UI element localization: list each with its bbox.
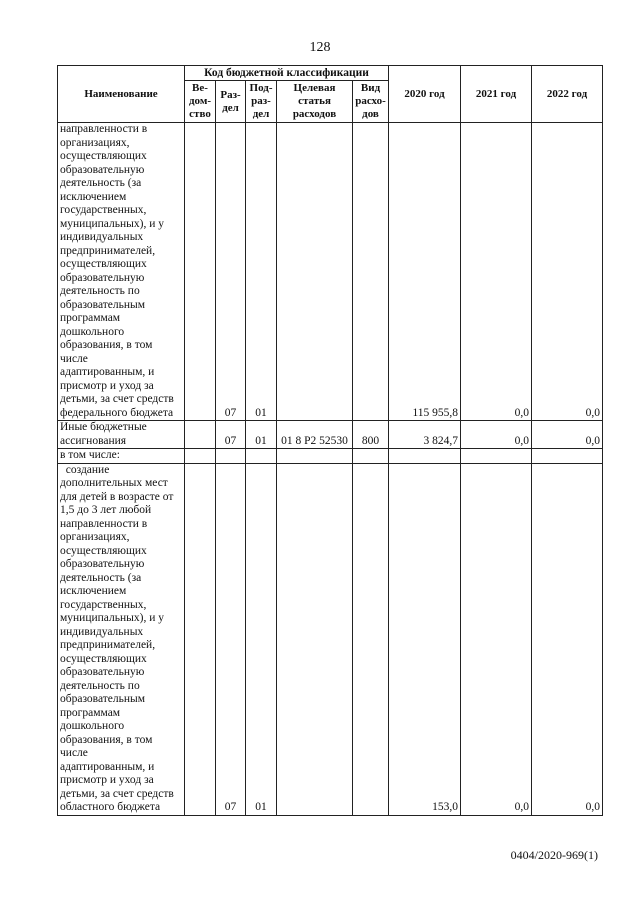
row-target	[277, 449, 353, 464]
col-header-name: Наименование	[58, 66, 185, 123]
table-row	[58, 123, 603, 421]
row-vid	[353, 463, 389, 815]
table-row	[58, 463, 603, 815]
col-header-razdel: Раз- дел	[216, 81, 246, 123]
col-header-podrazdel: Под- раз- дел	[246, 81, 277, 123]
document-code: 0404/2020-969(1)	[510, 848, 598, 862]
row-name: создание дополнительных мест для детей в возрасте от 1,5 до 3 лет любой направленности в организациях, осуществляющих образовательную деятельность (за исключением государственных, муниципальных), и у индивидуальных предпринимателей, осуществляющих образовательную деятельность по образовательным программам дошкольного образования, в том числе адаптированным, и присмотр и уход за детьми, за счет средств областного бюджета	[58, 463, 185, 815]
row-razdel	[216, 449, 246, 464]
row-name: направленности в организациях, осуществляющих образовательную деятельность (за исключением государственных, муниципальных), и у индивидуальных предпринимателей, осуществляющих образовательную деятельность по образовательным программам дошкольного образования, в том числе адаптированным, и присмотр и уход за детьми, за счет средств федерального бюджета	[58, 123, 185, 421]
row-razdel: 07	[216, 421, 246, 449]
row-podrazdel: 01	[246, 123, 277, 421]
table-row	[58, 449, 603, 464]
row-2022	[532, 449, 603, 464]
row-vid	[353, 123, 389, 421]
row-razdel: 07	[216, 463, 246, 815]
col-header-2022: 2022 год	[532, 66, 603, 123]
row-vedomstvo	[185, 449, 216, 464]
row-podrazdel: 01	[246, 421, 277, 449]
row-2022: 0,0	[532, 123, 603, 421]
row-2021: 0,0	[461, 463, 532, 815]
budget-table	[57, 65, 603, 816]
page-number: 128	[309, 40, 331, 55]
row-name: в том числе:	[58, 449, 185, 464]
row-vid	[353, 449, 389, 464]
row-vedomstvo	[185, 123, 216, 421]
col-header-budget-code: Код бюджетной классификации	[185, 66, 389, 81]
table-row	[58, 421, 603, 449]
row-2021: 0,0	[461, 123, 532, 421]
row-target	[277, 463, 353, 815]
row-name: Иные бюджетные ассигнования	[58, 421, 185, 449]
row-vedomstvo	[185, 463, 216, 815]
row-podrazdel	[246, 449, 277, 464]
row-vedomstvo	[185, 421, 216, 449]
header-row-group	[58, 66, 603, 81]
row-2021	[461, 449, 532, 464]
row-vid: 800	[353, 421, 389, 449]
col-header-vedomstvo: Ве- дом- ство	[185, 81, 216, 123]
row-2020	[389, 449, 461, 464]
row-target	[277, 123, 353, 421]
col-header-vid: Вид расхо- дов	[353, 81, 389, 123]
row-target: 01 8 P2 52530	[277, 421, 353, 449]
row-2022: 0,0	[532, 463, 603, 815]
row-2020: 153,0	[389, 463, 461, 815]
row-2020: 115 955,8	[389, 123, 461, 421]
col-header-2020: 2020 год	[389, 66, 461, 123]
row-podrazdel: 01	[246, 463, 277, 815]
col-header-target: Целевая статья расходов	[277, 81, 353, 123]
row-2022: 0,0	[532, 421, 603, 449]
col-header-2021: 2021 год	[461, 66, 532, 123]
row-razdel: 07	[216, 123, 246, 421]
row-2020: 3 824,7	[389, 421, 461, 449]
row-2021: 0,0	[461, 421, 532, 449]
